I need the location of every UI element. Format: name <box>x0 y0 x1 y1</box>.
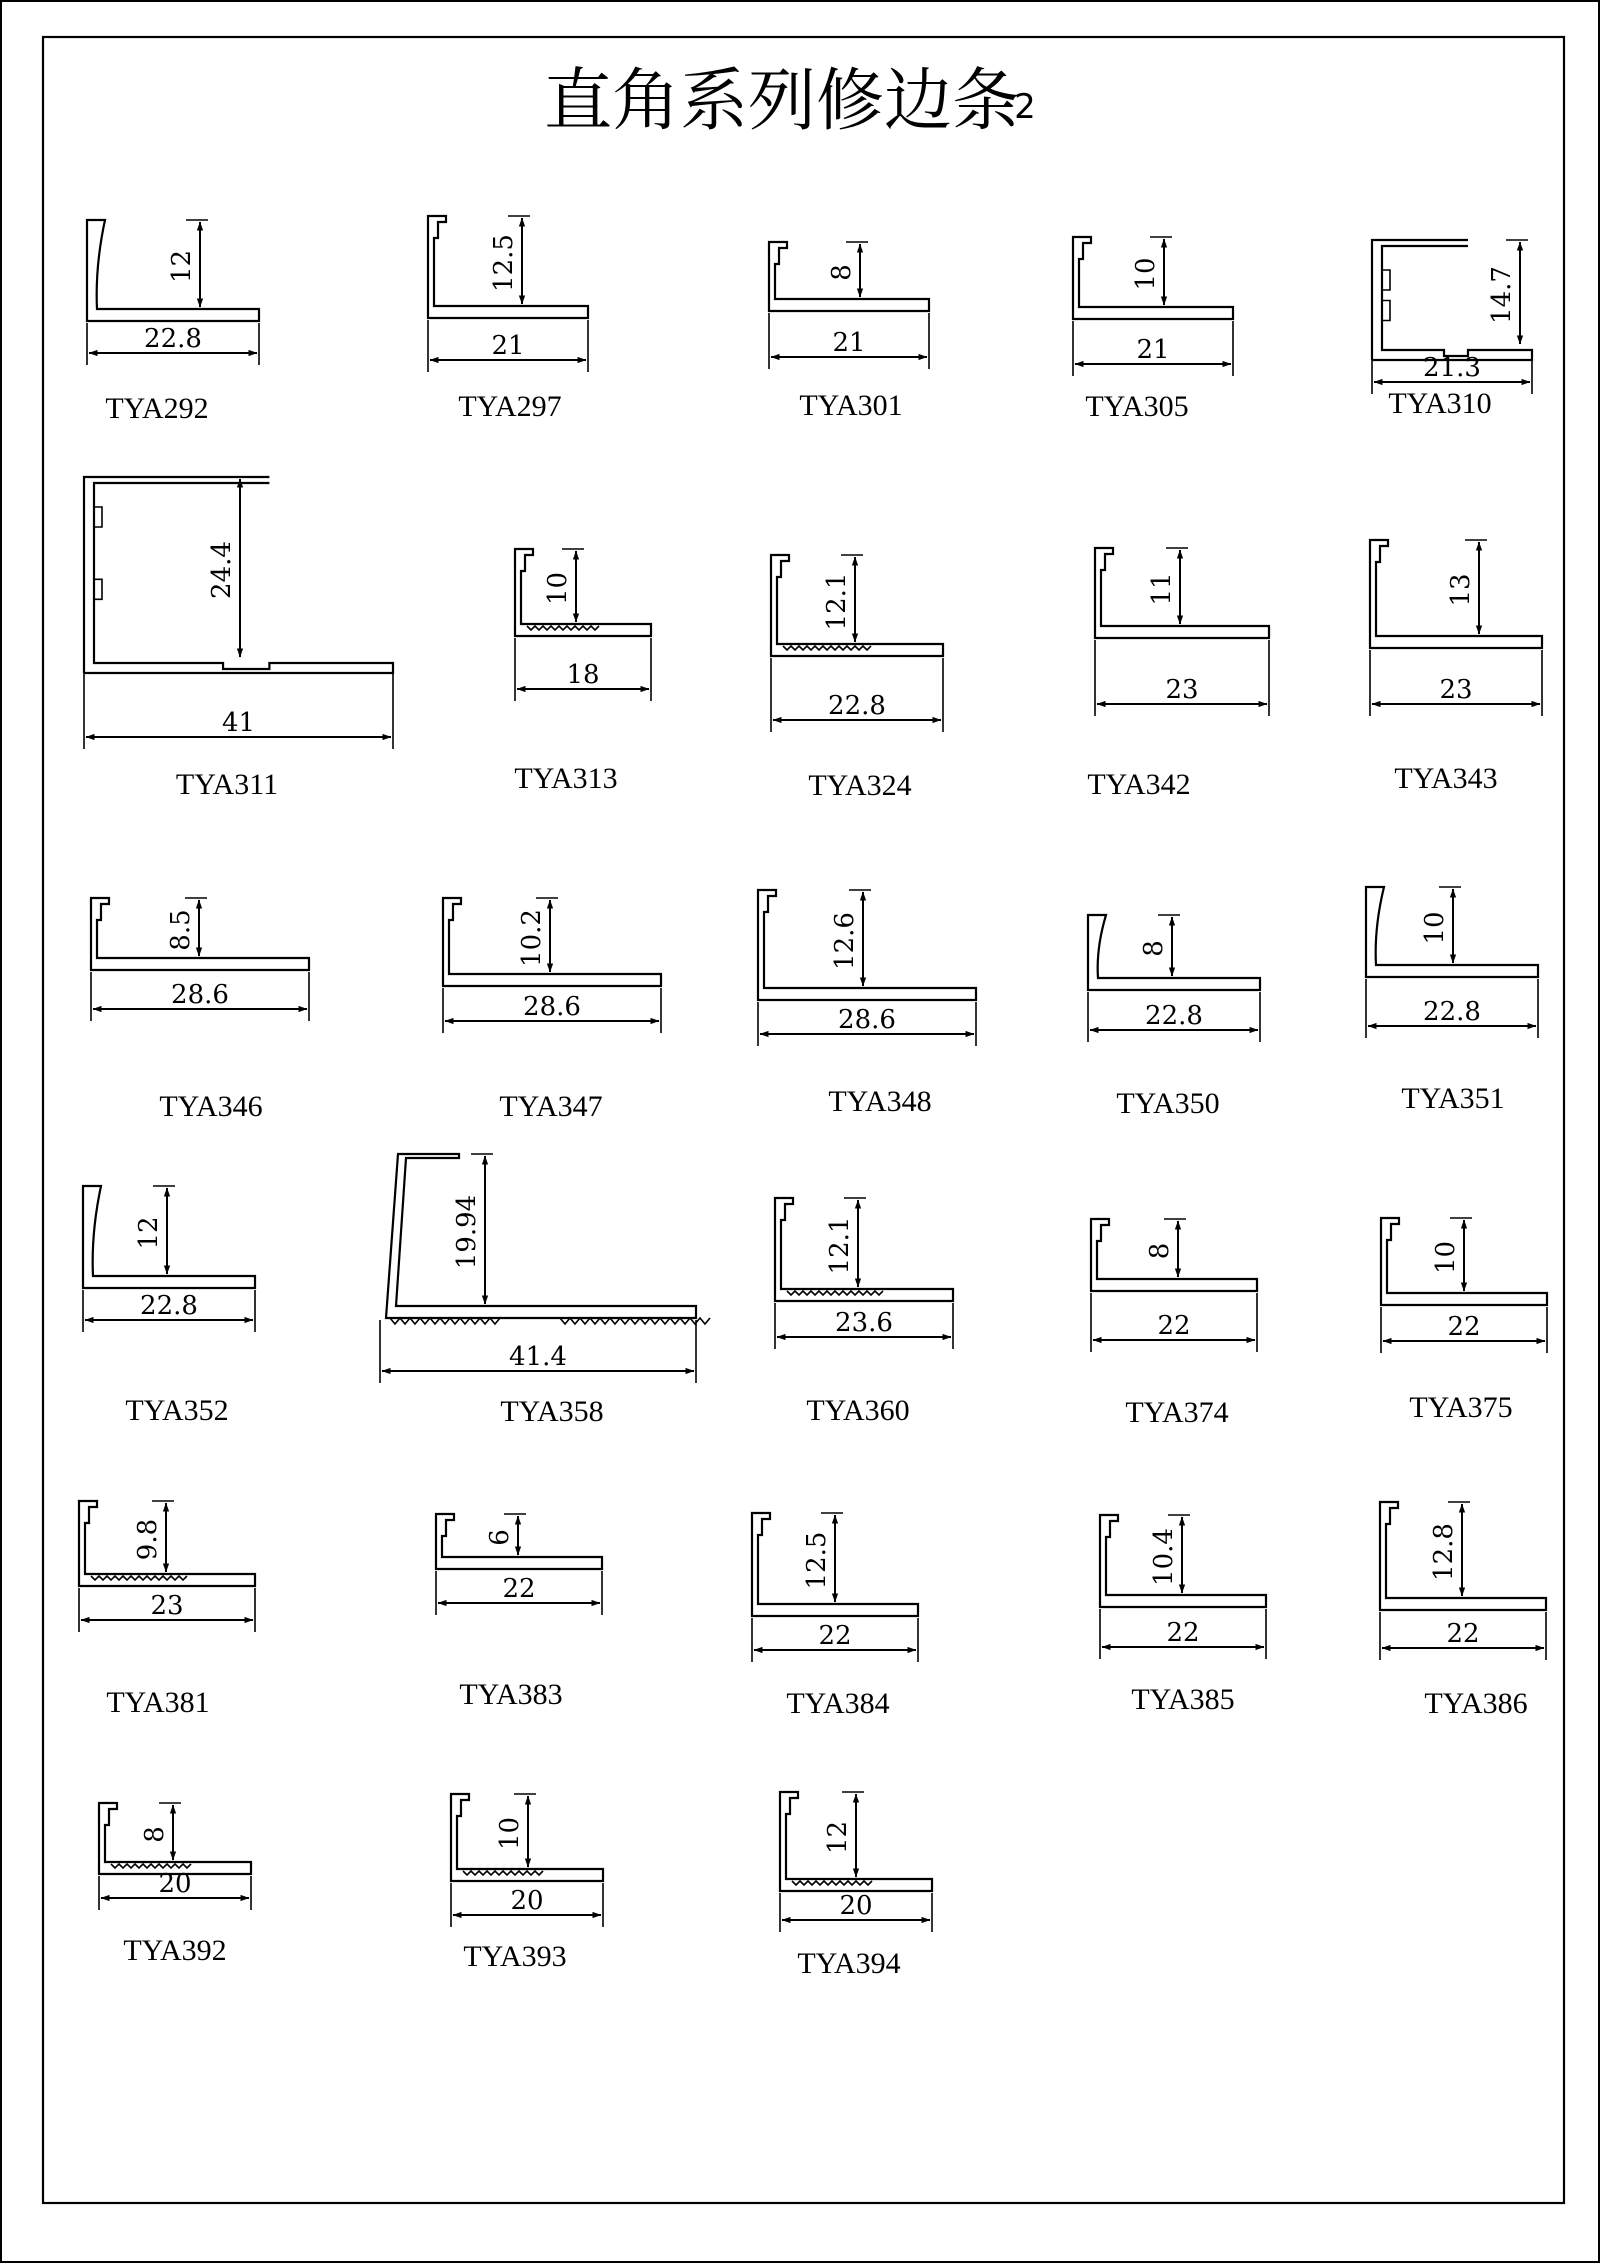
profile-item <box>1088 915 1260 1120</box>
profile-code: TYA383 <box>459 1678 563 1711</box>
width-dimension: 21 <box>491 331 525 361</box>
profile-code: TYA301 <box>799 389 903 422</box>
profile-code: TYA346 <box>159 1090 263 1123</box>
profile-item <box>1381 1218 1547 1424</box>
profile-item <box>83 1186 255 1427</box>
profile-item <box>99 1803 251 1967</box>
profile-item <box>780 1792 932 1980</box>
height-dimension: 10 <box>1420 911 1450 945</box>
height-dimension: 19.94 <box>452 1194 482 1270</box>
profile-item <box>1372 240 1532 420</box>
height-dimension: 12.1 <box>822 572 852 631</box>
profile-code: TYA386 <box>1424 1687 1528 1720</box>
width-dimension: 22 <box>1166 1618 1200 1648</box>
profile-item <box>428 216 588 423</box>
width-dimension: 22.8 <box>1423 997 1481 1027</box>
height-dimension: 8 <box>1139 940 1169 957</box>
width-dimension: 23.6 <box>835 1308 893 1338</box>
profile-code: TYA392 <box>123 1934 227 1967</box>
width-dimension: 20 <box>158 1869 192 1899</box>
profile-code: TYA351 <box>1401 1082 1505 1115</box>
height-dimension: 12.5 <box>489 234 519 292</box>
profile-code: TYA385 <box>1131 1683 1235 1716</box>
width-dimension: 23 <box>1165 675 1199 705</box>
profile-code: TYA393 <box>463 1940 567 1973</box>
height-dimension: 12 <box>167 249 197 284</box>
profile-code: TYA292 <box>105 392 209 425</box>
width-dimension: 22 <box>502 1574 536 1604</box>
profile-item <box>758 890 976 1118</box>
profile-code: TYA347 <box>499 1090 603 1123</box>
width-dimension: 23 <box>1439 675 1473 705</box>
width-dimension: 22 <box>1157 1311 1191 1341</box>
profile-item <box>91 898 309 1123</box>
profile-item <box>775 1198 953 1427</box>
profile-code: TYA311 <box>175 768 279 801</box>
height-dimension: 24.4 <box>207 541 237 599</box>
width-dimension: 22.8 <box>140 1291 198 1321</box>
width-dimension: 22 <box>818 1621 852 1651</box>
profile-code: TYA297 <box>458 390 562 423</box>
height-dimension: 9.8 <box>133 1518 163 1561</box>
height-dimension: 12 <box>134 1216 164 1250</box>
width-dimension: 41 <box>221 708 256 738</box>
profile-code: TYA310 <box>1388 387 1492 420</box>
width-dimension: 23 <box>150 1591 184 1621</box>
height-dimension: 10.4 <box>1149 1528 1179 1586</box>
profile-item <box>79 1501 255 1719</box>
profile-item <box>769 242 929 422</box>
width-dimension: 21 <box>832 328 866 358</box>
width-dimension: 22.8 <box>1145 1001 1203 1031</box>
height-dimension: 10.2 <box>517 909 547 967</box>
profile-code: TYA381 <box>106 1686 210 1719</box>
profile-item <box>380 1154 710 1428</box>
profile-code: TYA394 <box>797 1947 901 1980</box>
width-dimension: 41.4 <box>509 1342 567 1372</box>
profile-item <box>1100 1515 1266 1716</box>
height-dimension: 14.7 <box>1487 266 1517 324</box>
height-dimension: 12 <box>823 1820 853 1855</box>
profile-item <box>752 1513 918 1720</box>
profile-item <box>1366 887 1538 1115</box>
width-dimension: 21 <box>1136 335 1170 365</box>
profile-code: TYA360 <box>806 1394 910 1427</box>
width-dimension: 21.3 <box>1423 353 1481 383</box>
height-dimension: 12.6 <box>830 912 860 970</box>
profile-code: TYA348 <box>828 1085 932 1118</box>
profile-item <box>514 549 651 795</box>
profile-catalog <box>79 216 1547 1980</box>
height-dimension: 13 <box>1446 573 1476 607</box>
height-dimension: 12.8 <box>1429 1523 1459 1581</box>
height-dimension: 10 <box>1431 1240 1461 1275</box>
width-dimension: 20 <box>839 1891 873 1921</box>
profile-item <box>84 477 393 801</box>
profile-code: TYA324 <box>808 769 912 802</box>
height-dimension: 12.5 <box>802 1531 832 1590</box>
height-dimension: 11 <box>1147 572 1177 606</box>
profile-code: TYA313 <box>514 762 618 795</box>
outer-border <box>1 1 1599 2262</box>
profile-item <box>1087 548 1269 801</box>
width-dimension: 22 <box>1446 1619 1480 1649</box>
profile-item <box>451 1794 603 1973</box>
profile-item <box>1073 237 1233 423</box>
height-dimension: 10 <box>495 1816 525 1851</box>
profile-code: TYA384 <box>786 1687 890 1720</box>
profile-item <box>1370 540 1542 795</box>
profile-code: TYA305 <box>1085 390 1189 423</box>
width-dimension: 28.6 <box>838 1005 896 1035</box>
page-number: 2 <box>1014 87 1036 127</box>
height-dimension: 8 <box>1145 1242 1175 1260</box>
width-dimension: 22.8 <box>144 324 202 354</box>
profile-code: TYA350 <box>1116 1087 1220 1120</box>
width-dimension: 22 <box>1447 1312 1481 1342</box>
width-dimension: 22.8 <box>828 691 886 721</box>
sheet-title: 直角系列修边条 <box>543 62 1021 141</box>
profile-code: TYA358 <box>500 1395 604 1428</box>
height-dimension: 10 <box>1131 257 1161 291</box>
profile-code: TYA375 <box>1409 1391 1513 1424</box>
profile-item <box>1380 1502 1546 1720</box>
height-dimension: 8 <box>827 264 857 281</box>
height-dimension: 10 <box>543 571 573 606</box>
profile-item <box>436 1514 602 1711</box>
width-dimension: 28.6 <box>523 992 581 1022</box>
profile-item <box>443 898 661 1123</box>
profile-code: TYA374 <box>1125 1396 1229 1429</box>
width-dimension: 20 <box>510 1886 544 1916</box>
height-dimension: 8 <box>140 1826 170 1843</box>
height-dimension: 12.1 <box>825 1216 855 1275</box>
height-dimension: 6 <box>485 1529 515 1546</box>
profile-item <box>87 220 259 425</box>
profile-item <box>1091 1219 1257 1429</box>
height-dimension: 8.5 <box>166 909 196 951</box>
profile-item <box>771 555 943 802</box>
profile-code: TYA342 <box>1087 768 1191 801</box>
profile-code: TYA352 <box>125 1394 229 1427</box>
width-dimension: 28.6 <box>171 980 229 1010</box>
width-dimension: 18 <box>566 660 600 690</box>
profile-code: TYA343 <box>1394 762 1498 795</box>
